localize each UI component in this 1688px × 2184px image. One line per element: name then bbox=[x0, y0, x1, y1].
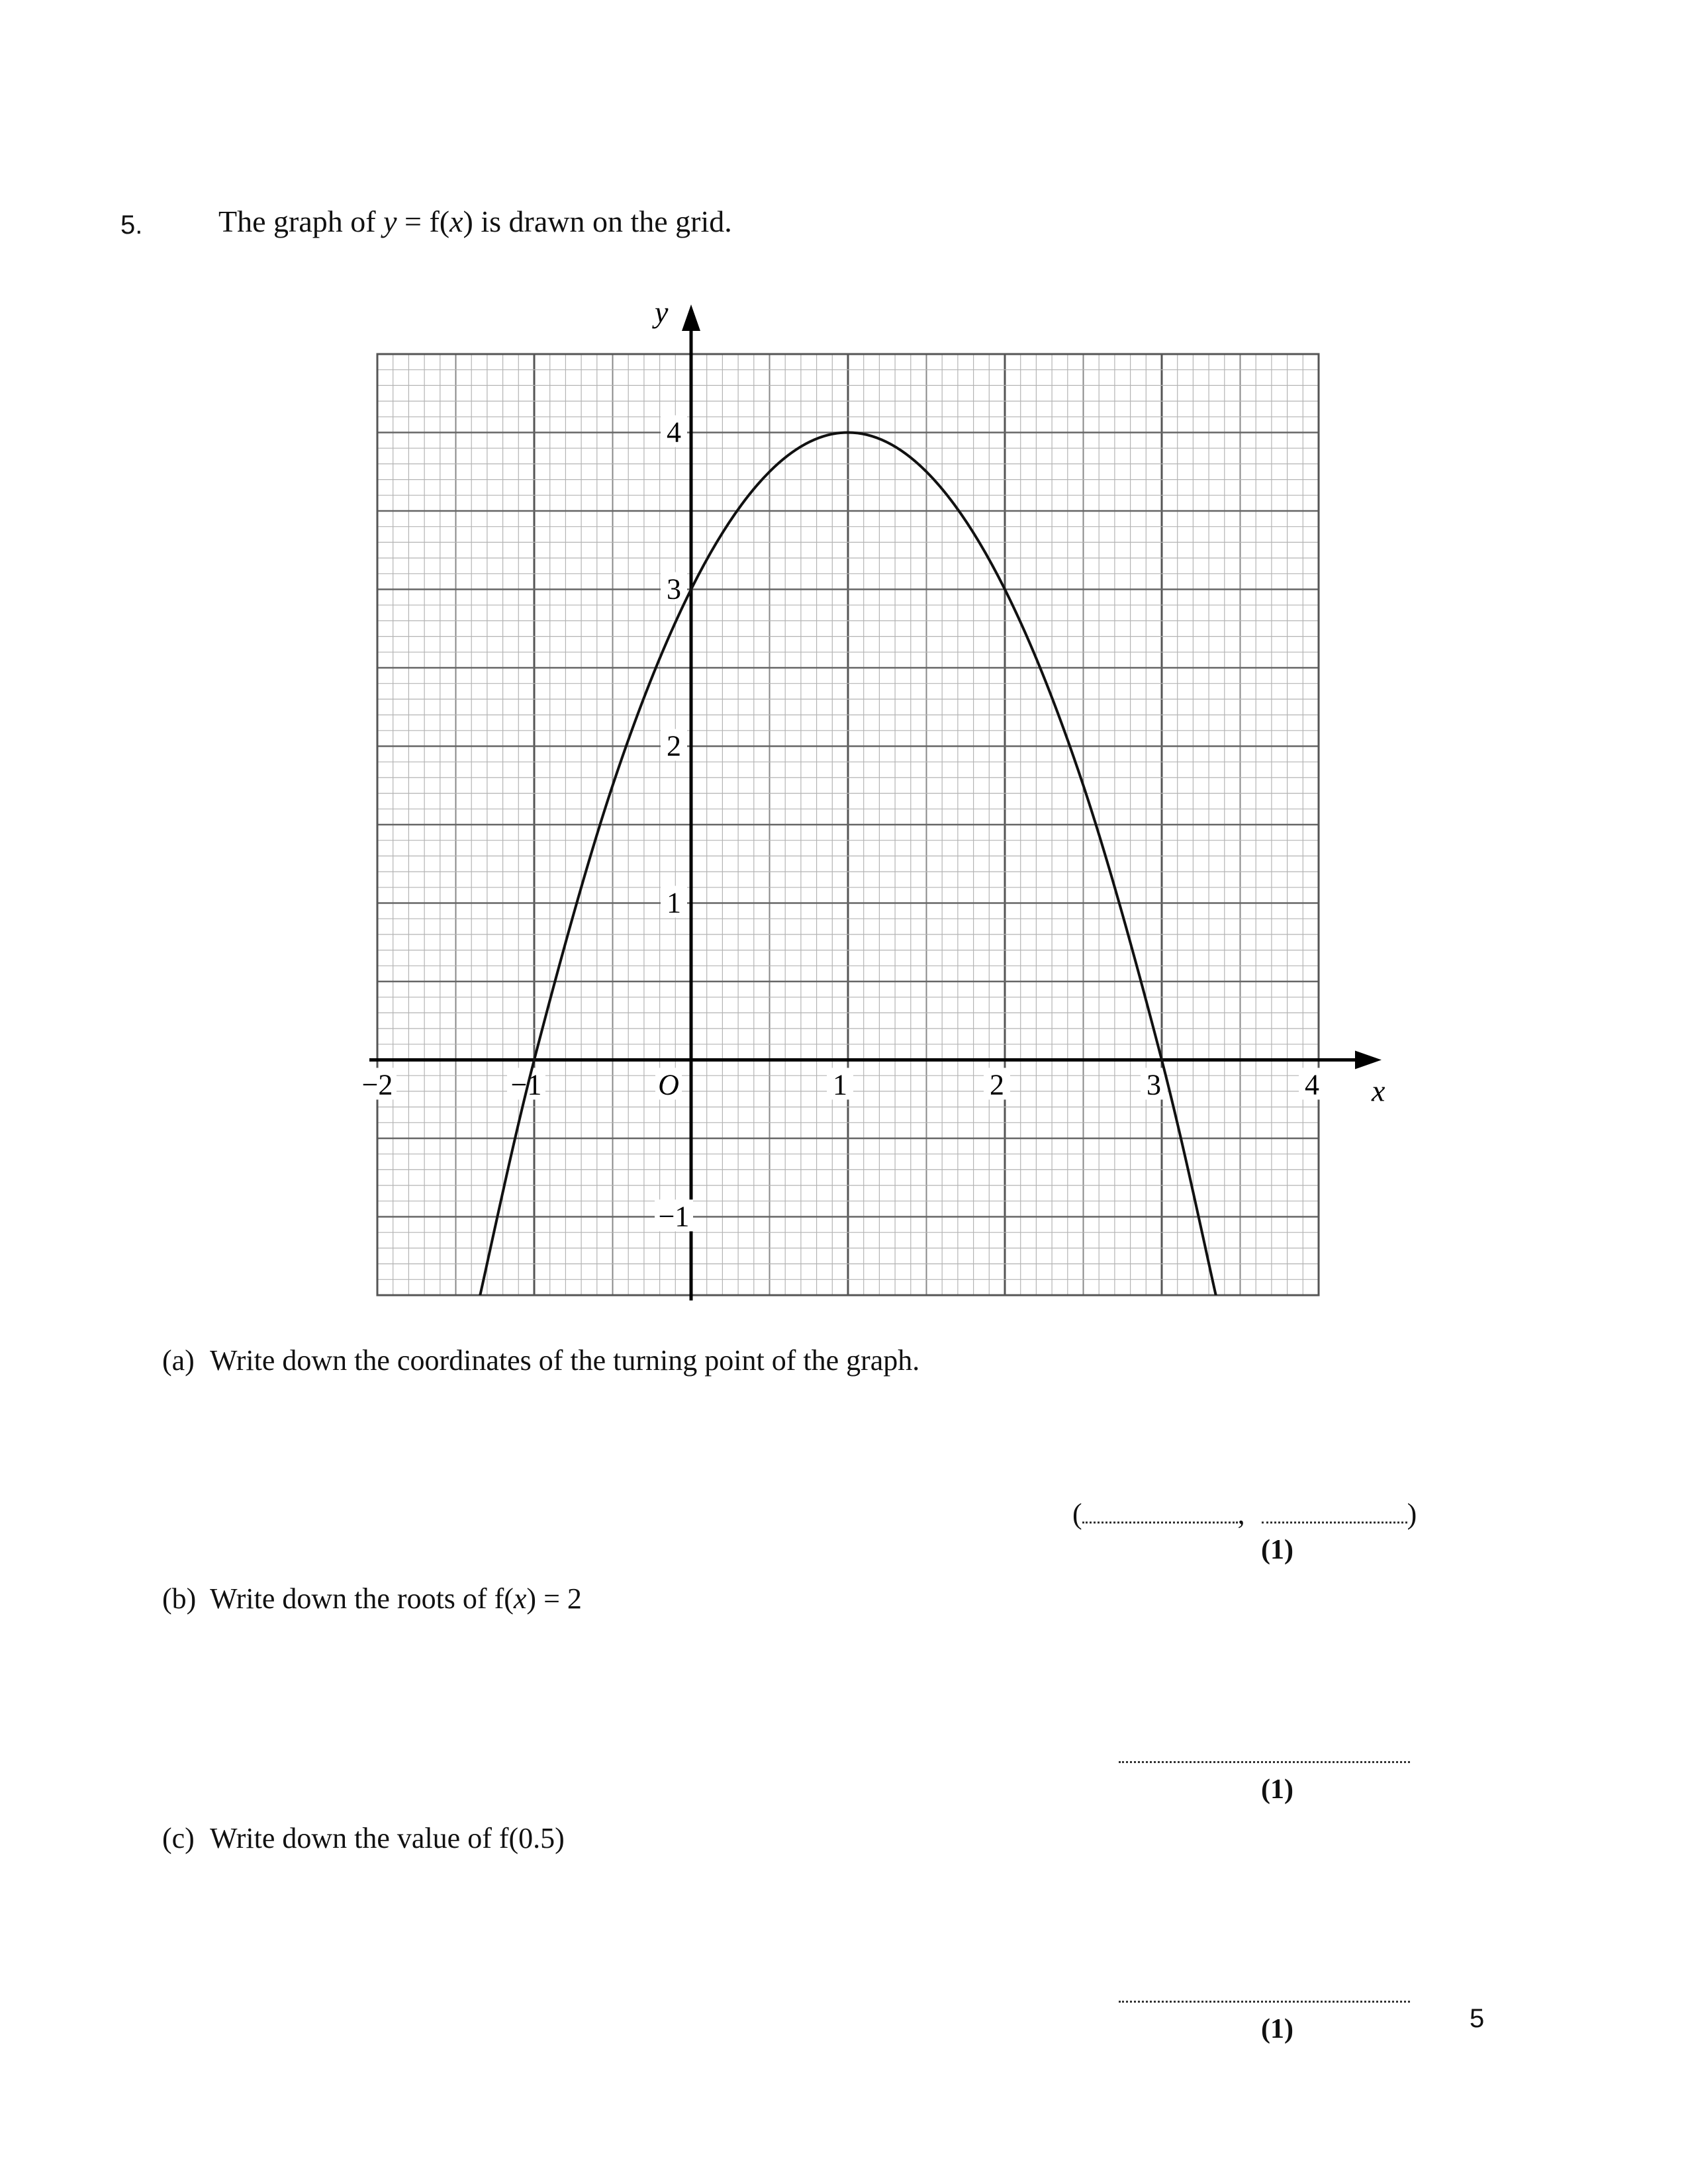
answer-line-b[interactable] bbox=[1119, 1737, 1410, 1770]
x-tick-label: 3 bbox=[1147, 1068, 1161, 1101]
part-b-text-prefix: Write down the roots of f( bbox=[210, 1582, 514, 1615]
part-a-label: (a) bbox=[162, 1344, 195, 1377]
marks-b: (1) bbox=[1261, 1774, 1293, 1805]
question-intro bbox=[218, 204, 732, 239]
part-b bbox=[162, 1582, 582, 1615]
x-tick-label: 1 bbox=[833, 1068, 847, 1101]
part-b-text-suffix: ) = 2 bbox=[526, 1582, 582, 1615]
function-graph bbox=[344, 291, 1385, 1310]
y-tick-label: 1 bbox=[667, 886, 681, 919]
x-tick-label: 2 bbox=[990, 1068, 1004, 1101]
marks-c: (1) bbox=[1261, 2014, 1293, 2044]
x-axis-arrow bbox=[1355, 1051, 1382, 1069]
answer-a-y-dots bbox=[1262, 1504, 1407, 1524]
part-c-label: (c) bbox=[162, 1822, 195, 1854]
question-number: 5. bbox=[120, 210, 143, 240]
part-a bbox=[162, 1343, 919, 1377]
answer-a-x-dots bbox=[1082, 1504, 1238, 1524]
intro-suffix: ) is drawn on the grid. bbox=[463, 205, 732, 238]
answer-line-c[interactable] bbox=[1119, 1976, 1410, 2010]
x-tick-label: −1 bbox=[510, 1068, 542, 1101]
y-tick-label: 4 bbox=[667, 416, 681, 449]
x-axis-label: x bbox=[1372, 1073, 1385, 1108]
y-tick-label: 2 bbox=[667, 729, 681, 762]
answer-a-close: ) bbox=[1407, 1498, 1417, 1530]
marks-a: (1) bbox=[1261, 1535, 1293, 1565]
y-axis-label: y bbox=[655, 295, 669, 329]
x-tick-label: 4 bbox=[1305, 1068, 1319, 1101]
answer-c-dots bbox=[1119, 1983, 1410, 2003]
part-a-text: Write down the coordinates of the turning point of the graph. bbox=[210, 1344, 920, 1377]
origin-label: O bbox=[658, 1068, 679, 1101]
intro-prefix: The graph of bbox=[218, 205, 384, 238]
y-tick-label: −1 bbox=[658, 1200, 690, 1233]
part-c-text: Write down the value of f(0.5) bbox=[210, 1822, 565, 1854]
part-b-text-x: x bbox=[513, 1582, 527, 1615]
part-c bbox=[162, 1821, 565, 1855]
grid bbox=[377, 354, 1319, 1295]
page-number: 5 bbox=[1470, 2004, 1485, 2033]
answer-line-a[interactable] bbox=[1072, 1497, 1417, 1531]
answer-a-comma: , bbox=[1237, 1498, 1245, 1530]
intro-y: y bbox=[383, 205, 397, 238]
y-axis-arrow bbox=[682, 304, 700, 331]
answer-a-open: ( bbox=[1072, 1498, 1082, 1530]
part-b-label: (b) bbox=[162, 1582, 197, 1615]
y-tick-label: 3 bbox=[667, 572, 681, 606]
answer-b-dots bbox=[1119, 1744, 1410, 1763]
intro-mid: = f( bbox=[397, 205, 450, 238]
x-tick-label: −2 bbox=[361, 1068, 393, 1101]
intro-x: x bbox=[449, 205, 463, 238]
